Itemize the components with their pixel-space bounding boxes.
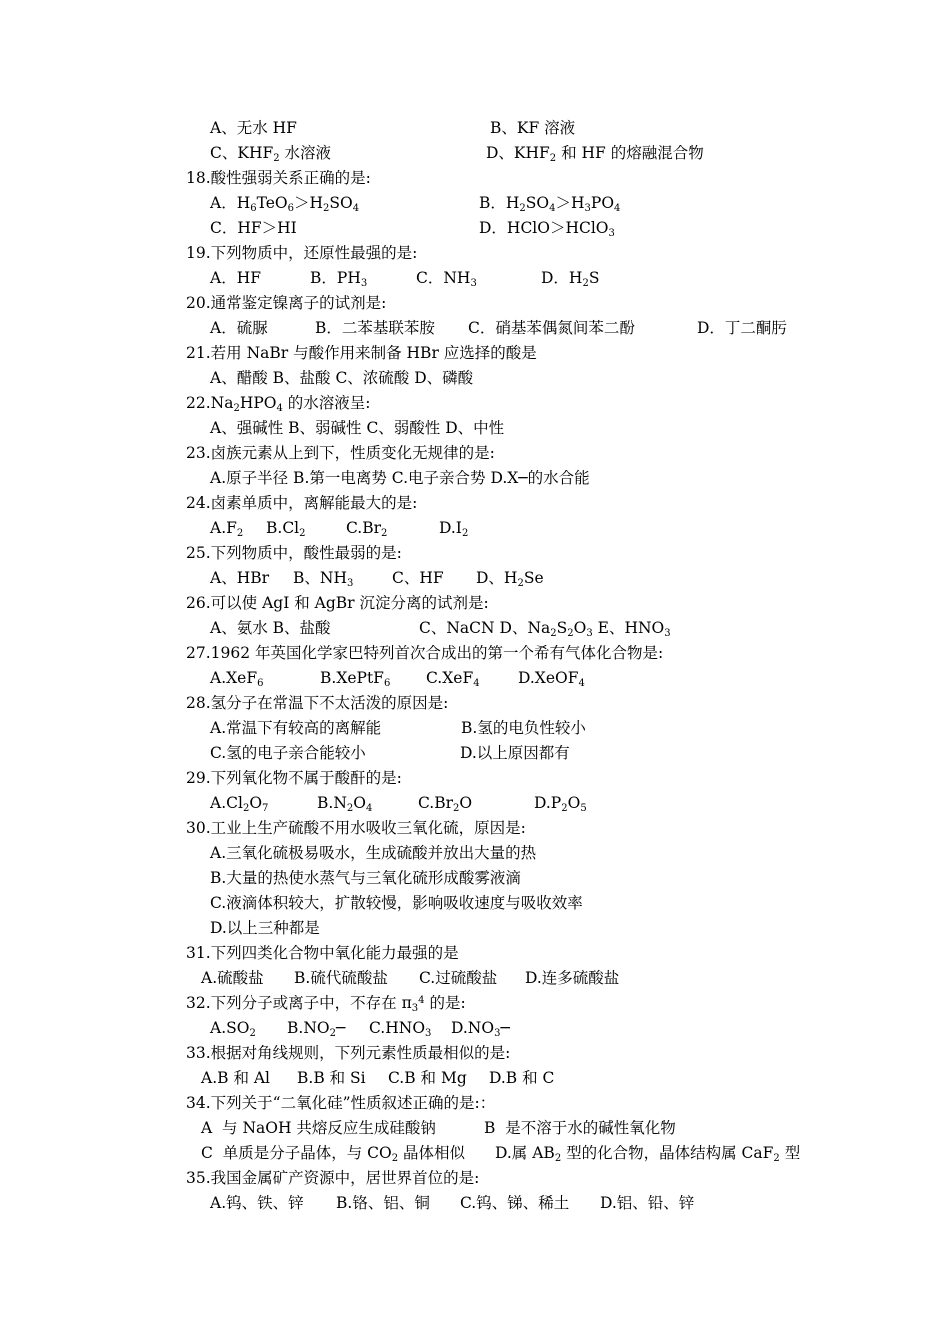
text-line: $A.F_2$: [210, 519, 244, 539]
text-line: A.三氧化硫极易吸水，生成硫酸并放出大量的热: [210, 844, 537, 862]
text-line: $D.P_2O_5$: [534, 794, 587, 814]
text-line: A、HBr: [210, 569, 270, 587]
text-line: C.过硫酸盐: [419, 969, 498, 987]
text-line: A、无水 HF: [210, 119, 297, 137]
text-line: A．$H_6TeO_6>H_2SO_4$: [210, 194, 360, 214]
text-line: D.属 $AB_2$ 型的化合物，晶体结构属 CaF$_2$ 型: [495, 1144, 801, 1164]
text-line: 32.下列分子或离子中，不存在 $\pi_3^4$ 的是:: [186, 994, 466, 1014]
text-line: C.液滴体积较大，扩散较慢，影响吸收速度与吸收效率: [210, 894, 583, 912]
text-line: 30.工业上生产硫酸不用水吸收三氧化硫，原因是:: [186, 819, 526, 837]
text-line: A．HF: [210, 269, 261, 287]
text-line: B.铬、铝、铜: [336, 1194, 430, 1212]
text-line: 34.下列关于“二氧化硅”性质叙述正确的是:：: [186, 1094, 496, 1112]
text-line: B、$NH_3$: [293, 569, 354, 589]
text-line: $A.SO_2$: [210, 1019, 256, 1039]
text-line: B.XePtF$_6$: [320, 669, 391, 689]
text-line: $B.NO_2─$: [287, 1019, 346, 1039]
text-line: 27.1962 年英国化学家巴特列首次合成出的第一个希有气体化合物是:: [186, 644, 664, 662]
text-line: A、醋酸 B、盐酸 C、浓硫酸 D、磷酸: [210, 369, 474, 387]
text-line: $C.HNO_3$: [369, 1019, 432, 1039]
text-line: A.硫酸盐: [201, 969, 264, 987]
text-line: D．HClO＞HClO$_3$: [479, 219, 615, 239]
text-line: A 与 NaOH 共熔反应生成硅酸钠: [201, 1119, 436, 1137]
text-line: D、$KHF_2$ 和 HF 的熔融混合物: [486, 144, 704, 164]
text-line: $D.NO_3─$: [451, 1019, 510, 1039]
text-line: D．丁二酮肟: [697, 319, 787, 337]
text-line: 18.酸性强弱关系正确的是:: [186, 169, 371, 187]
text-line: C、$KHF_2$ 水溶液: [210, 144, 332, 164]
text-line: D.连多硫酸盐: [525, 969, 620, 987]
text-line: D.铝、铅、锌: [600, 1194, 695, 1212]
text-line: $C.Br_2O$: [418, 794, 473, 814]
text-line: B.B 和 Si: [297, 1069, 366, 1087]
text-line: A.常温下有较高的离解能: [210, 719, 382, 737]
text-line: 33.根据对角线规则，下列元素性质最相似的是:: [186, 1044, 511, 1062]
text-line: 19.下列物质中，还原性最强的是:: [186, 244, 418, 262]
text-line: A、氨水 B、盐酸: [210, 619, 331, 637]
text-line: A．硫脲: [210, 319, 268, 337]
text-line: D．$H_2S$: [541, 269, 600, 289]
text-line: $D.I_2$: [439, 519, 469, 539]
text-line: B、KF 溶液: [490, 119, 576, 137]
text-line: A.B 和 Al: [201, 1069, 271, 1087]
text-line: C、HF: [392, 569, 444, 587]
text-line: A.XeF$_6$: [210, 669, 264, 689]
text-line: D、$H_2Se$: [476, 569, 544, 589]
text-line: 35.我国金属矿产资源中，居世界首位的是:: [186, 1169, 480, 1187]
text-line: 25.下列物质中，酸性最弱的是:: [186, 544, 402, 562]
text-line: $B.N_2O_4$: [317, 794, 373, 814]
text-line: C.氢的电子亲合能较小: [210, 744, 366, 762]
text-line: C．HF＞HI: [210, 219, 297, 237]
text-line: 28.氢分子在常温下不太活泼的原因是:: [186, 694, 449, 712]
text-line: $B.Cl_2$: [266, 519, 306, 539]
text-line: 29.下列氧化物不属于酸酐的是:: [186, 769, 402, 787]
text-line: C.B 和 Mg: [388, 1069, 467, 1087]
text-line: $22.Na_2HPO_4$ 的水溶液呈:: [186, 394, 371, 414]
text-line: B 是不溶于水的碱性氧化物: [484, 1119, 676, 1137]
text-line: B．$PH_3$: [310, 269, 368, 289]
text-line: C.XeF$_4$: [426, 669, 480, 689]
text-line: 31.下列四类化合物中氧化能力最强的是: [186, 944, 459, 962]
text-line: 24.卤素单质中，离解能最大的是:: [186, 494, 418, 512]
text-line: D.B 和 C: [489, 1069, 555, 1087]
text-line: 26.可以使 AgI 和 AgBr 沉淀分离的试剂是:: [186, 594, 489, 612]
text-line: A、强碱性 B、弱碱性 C、弱酸性 D、中性: [210, 419, 505, 437]
text-line: D.以上三种都是: [210, 919, 320, 937]
text-line: B.氢的电负性较小: [461, 719, 586, 737]
text-line: C、NaCN D、$Na_2S_2O_3$ E、$HNO_3$: [419, 619, 671, 639]
text-line: B.大量的热使水蒸气与三氧化硫形成酸雾液滴: [210, 869, 521, 887]
text-line: D.以上原因都有: [460, 744, 570, 762]
text-line: A.原子半径 B.第一电离势 C.电子亲合势 D.X─的水合能: [210, 469, 590, 487]
text-line: 20.通常鉴定镍离子的试剂是:: [186, 294, 387, 312]
text-line: C．$NH_3$: [416, 269, 477, 289]
text-line: 21.若用 NaBr 与酸作用来制备 HBr 应选择的酸是: [186, 344, 537, 362]
text-line: B．$H_2SO_4>H_3PO_4$: [479, 194, 621, 214]
text-line: $C.Br_2$: [346, 519, 388, 539]
text-line: B.硫代硫酸盐: [294, 969, 388, 987]
text-line: D.XeOF$_4$: [518, 669, 585, 689]
text-line: C．硝基苯偶氮间苯二酚: [468, 319, 635, 337]
text-line: C 单质是分子晶体，与 $CO_2$ 晶体相似: [201, 1144, 466, 1164]
text-line: $A.Cl_2O_7$: [210, 794, 269, 814]
text-line: 23.卤族元素从上到下，性质变化无规律的是:: [186, 444, 495, 462]
text-line: A.钨、铁、锌: [210, 1194, 304, 1212]
text-line: C.钨、锑、稀土: [460, 1194, 570, 1212]
text-line: B．二苯基联苯胺: [315, 319, 435, 337]
